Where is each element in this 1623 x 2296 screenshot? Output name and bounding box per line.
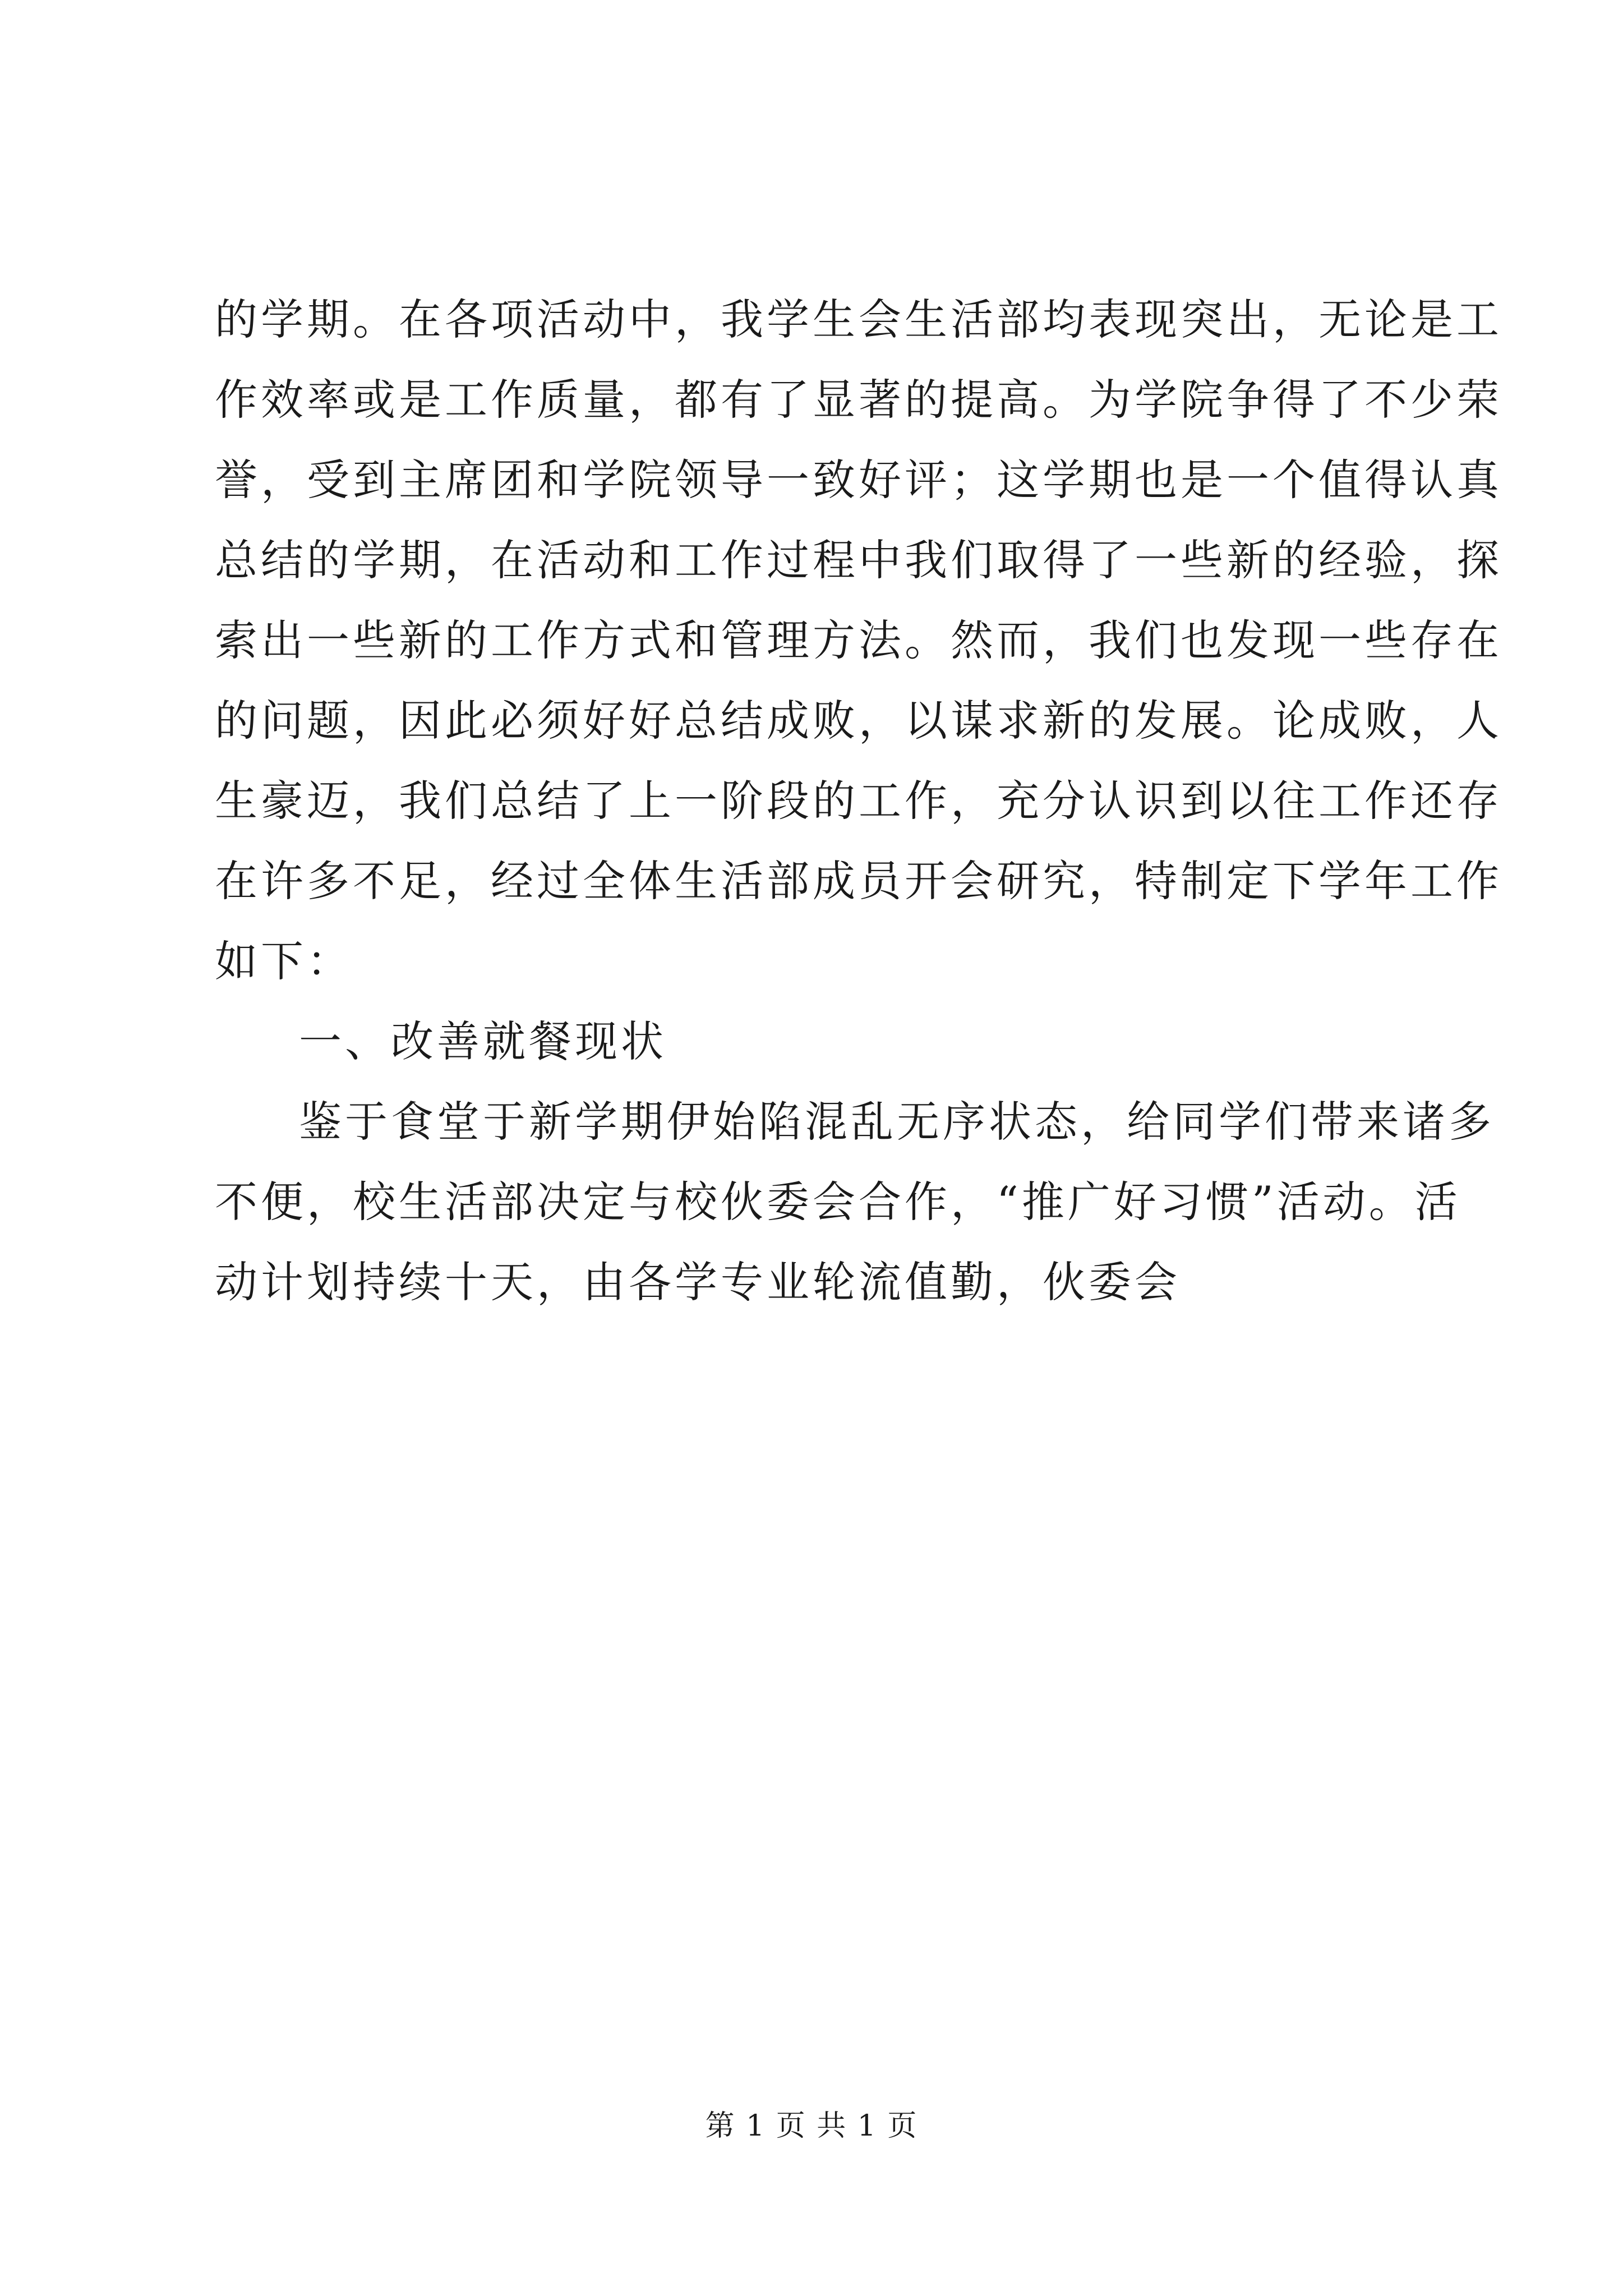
paragraph-line: 索出一些新的工作方式和管理方法。然而，我们也发现一些存在	[215, 615, 1502, 665]
paragraph-line: 作效率或是工作质量，都有了显著的提高。为学院争得了不少荣	[215, 375, 1502, 425]
paragraph-line: 生豪迈，我们总结了上一阶段的工作，充分认识到以往工作还存	[215, 776, 1502, 826]
paragraph-line: 誉，受到主席团和学院领导一致好评；这学期也是一个值得认真	[215, 455, 1502, 505]
paragraph-line: 的学期。在各项活动中，我学生会生活部均表现突出，无论是工	[215, 295, 1502, 344]
paragraph-line: 在许多不足，经过全体生活部成员开会研究，特制定下学年工作	[215, 856, 1502, 906]
section-heading: 一、改善就餐现状	[299, 1016, 667, 1066]
page-footer: 第 1 页 共 1 页	[705, 2109, 918, 2143]
paragraph-line: 总结的学期，在活动和工作过程中我们取得了一些新的经验，探	[215, 535, 1502, 585]
paragraph-line: 的问题，因此必须好好总结成败，以谋求新的发展。论成败，人	[215, 696, 1502, 746]
paragraph-line: 不便，校生活部决定与校伙委会合作，“推广好习惯”活动。活	[215, 1177, 1461, 1227]
paragraph-line: 动计划持续十天，由各学专业轮流值勤，伙委会	[215, 1257, 1181, 1307]
paragraph-line: 如下：	[215, 936, 353, 986]
paragraph-line: 鉴于食堂于新学期伊始陷混乱无序状态，给同学们带来诸多	[299, 1097, 1495, 1147]
